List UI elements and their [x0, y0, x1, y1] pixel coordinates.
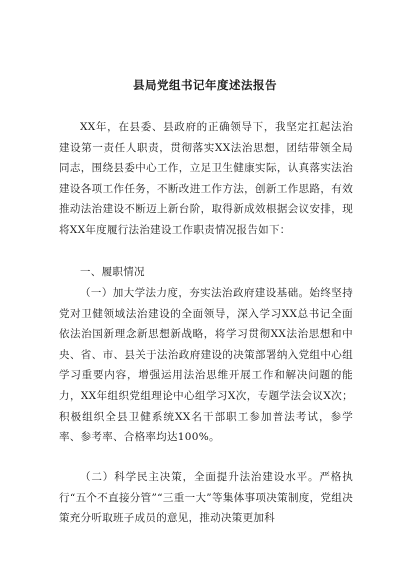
body-paragraph-decision-making [59, 467, 353, 529]
section-heading-text: 一、履职情况 [80, 266, 145, 278]
body-paragraph-law-study [59, 283, 353, 448]
paragraph-text: （一）加大学法力度，夯实法治政府建设基础。始终坚持党对卫健领域法治建设的全面领导，深入学习XX总书记全面依法治国新理念新思想新战略，将学习贯彻XX法治思想和中央、省、市、县关于法治政府建设的决策部署纳入党组中心组学习重要内容，增强运用法治思维开展工作和解决问题的能力，XX年组织党组理论中心组学习X次，专题学法会议X次；积极组织全县卫健系统XX名干部职工参加普法考试，参学率、参考率、合格率均达100%。 [59, 287, 353, 444]
paragraph-text: （二）科学民主决策，全面提升法治建设水平。严格执行“五个不直接分管”“三重一大”等集体事项决策制度，党组决策充分听取班子成员的意见，推动决策更加科 [59, 471, 353, 525]
body-paragraph-intro [59, 117, 353, 241]
document-title: 县局党组书记年度述法报告 [133, 78, 277, 92]
section-heading-performance [59, 262, 353, 283]
paragraph-text: XX年，在县委、县政府的正确领导下，我坚定扛起法治建设第一责任人职责，贯彻落实XX法治思想，团结带领全局同志，围绕县委中心工作，立足卫生健康实际，认真落实法治建设各项工作任务，不断改进工作方法，创新工作思路，有效推动法治建设不断迈上新台阶，取得新成效根据会议安排，现将XX年度履行法治建设工作职责情况报告如下： [59, 121, 353, 236]
